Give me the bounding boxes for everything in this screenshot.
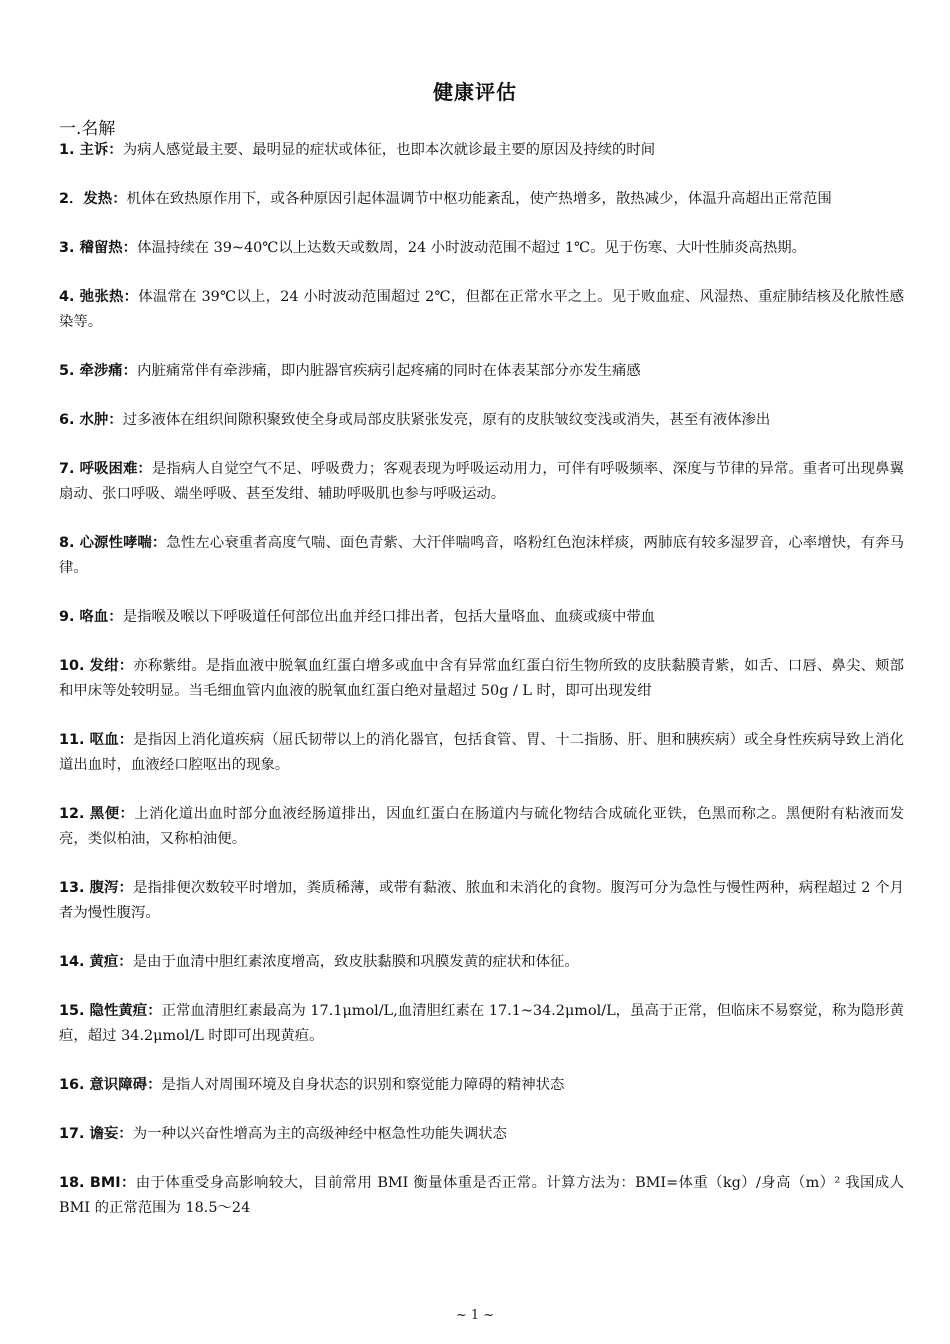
definition-text: 是指因上消化道疾病（屈氏韧带以上的消化器官，包括食管、胃、十二指肠、肝、胆和胰疾病）或全身性疾病导致上消化道出血时，血液经口腔呕出的现象。 (59, 732, 904, 773)
definition-text: 是指病人自觉空气不足、呼吸费力；客观表现为呼吸运动用力，可伴有呼吸频率、深度与节律的异常。重者可出现鼻翼扇动、张口呼吸、端坐呼吸、甚至发绀、辅助呼吸肌也参与呼吸运动。 (59, 461, 904, 502)
definition-item: 13. 腹泻：是指排便次数较平时增加，粪质稀薄，或带有黏液、脓血和未消化的食物。腹泻可分为急性与慢性两种，病程超过 2 个月者为慢性腹泻。 (59, 880, 904, 921)
definition-term: 7. 呼吸困难 (59, 461, 138, 477)
definition-text: 急性左心衰重者高度气喘、面色青紫、大汗伴喘鸣音，咯粉红色泡沫样痰，两肺底有较多湿罗音，心率增快，有奔马律。 (59, 535, 904, 576)
definition-term: 15. 隐性黄疸 (59, 1003, 148, 1019)
definition-item: 1. 主诉：为病人感觉最主要、最明显的症状或体征，也即本次就诊最主要的原因及持续的时间 (59, 142, 656, 158)
definition-text: 是指人对周围环境及自身状态的识别和察觉能力障碍的精神状态 (161, 1077, 565, 1093)
definition-item: 7. 呼吸困难：是指病人自觉空气不足、呼吸费力；客观表现为呼吸运动用力，可伴有呼吸频率、深度与节律的异常。重者可出现鼻翼扇动、张口呼吸、端坐呼吸、甚至发绀、辅助呼吸肌也参与呼吸运动。 (59, 461, 904, 502)
definition-text: 机体在致热原作用下，或各种原因引起体温调节中枢功能紊乱，使产热增多，散热减少，体温升高超出正常范围 (126, 191, 832, 207)
definition-text: 亦称紫绀。是指血液中脱氧血红蛋白增多或血中含有异常血红蛋白衍生物所致的皮肤黏膜青紫，如舌、口唇、鼻尖、颊部和甲床等处较明显。当毛细血管内血液的脱氧血红蛋白绝对量超过 50g / L 时，即可出现发绀 (59, 658, 904, 699)
definition-term: 18. BMI (59, 1175, 121, 1191)
definition-item: 2．发热：机体在致热原作用下，或各种原因引起体温调节中枢功能紊乱，使产热增多，散热减少，体温升高超出正常范围 (59, 191, 832, 207)
definition-term: 9. 咯血 (59, 609, 109, 625)
page-title: 健康评估 (433, 80, 517, 104)
definition-term: 2．发热 (59, 191, 113, 207)
definition-term: 10. 发绀 (59, 658, 119, 674)
definition-term: 3. 稽留热 (59, 240, 123, 256)
definition-item: 12. 黑便：上消化道出血时部分血液经肠道排出，因血红蛋白在肠道内与硫化物结合成硫化亚铁，色黑而称之。黑便附有粘液而发亮，类似柏油，又称柏油便。 (59, 806, 904, 847)
page-number: ~ 1 ~ (455, 1308, 495, 1323)
definition-item: 6. 水肿：过多液体在组织间隙积聚致使全身或局部皮肤紧张发亮，原有的皮肤皱纹变浅或消失，甚至有液体渗出 (59, 412, 771, 428)
definition-item: 15. 隐性黄疸：正常血清胆红素最高为 17.1μmol/L,血清胆红素在 17.1~34.2μmol/L，虽高于正常，但临床不易察觉，称为隐形黄疸，超过 34.2μmol/L 时即可出现黄疸。 (59, 1003, 904, 1044)
definition-text: 为病人感觉最主要、最明显的症状或体征，也即本次就诊最主要的原因及持续的时间 (122, 142, 656, 158)
section-heading: 一.名解 (59, 119, 116, 139)
definition-term: 4. 弛张热 (59, 289, 124, 305)
definition-text: 上消化道出血时部分血液经肠道排出，因血红蛋白在肠道内与硫化物结合成硫化亚铁，色黑而称之。黑便附有粘液而发亮，类似柏油，又称柏油便。 (59, 806, 904, 847)
definition-text: 是指喉及喉以下呼吸道任何部位出血并经口排出者，包括大量咯血、血痰或痰中带血 (122, 609, 656, 625)
definition-item: 3. 稽留热：体温持续在 39~40℃以上达数天或数周，24 小时波动范围不超过 1℃。见于伤寒、大叶性肺炎高热期。 (59, 240, 806, 256)
definition-item: 10. 发绀：亦称紫绀。是指血液中脱氧血红蛋白增多或血中含有异常血红蛋白衍生物所致的皮肤黏膜青紫，如舌、口唇、鼻尖、颊部和甲床等处较明显。当毛细血管内血液的脱氧血红蛋白绝对量超过 50g / L 时，即可出现发绀 (59, 658, 904, 699)
definition-term: 1. 主诉 (59, 142, 109, 158)
definition-text: 是指排便次数较平时增加，粪质稀薄，或带有黏液、脓血和未消化的食物。腹泻可分为急性与慢性两种，病程超过 2 个月者为慢性腹泻。 (59, 880, 904, 921)
definition-term: 11. 呕血 (59, 732, 119, 748)
definition-text: 过多液体在组织间隙积聚致使全身或局部皮肤紧张发亮，原有的皮肤皱纹变浅或消失，甚至有液体渗出 (122, 412, 771, 428)
definition-text: 是由于血清中胆红素浓度增高，致皮肤黏膜和巩膜发黄的症状和体征。 (132, 954, 579, 970)
definition-text: 由于体重受身高影响较大，目前常用 BMI 衡量体重是否正常。计算方法为：BMI=体重（kg）/身高（m）² 我国成人 BMI 的正常范围为 18.5～24 (59, 1175, 904, 1216)
definition-item: 16. 意识障碍：是指人对周围环境及自身状态的识别和察觉能力障碍的精神状态 (59, 1077, 565, 1093)
definition-item: 17. 谵妄：为一种以兴奋性增高为主的高级神经中枢急性功能失调状态 (59, 1126, 507, 1142)
definition-text: 体温常在 39℃以上，24 小时波动范围超过 2℃，但都在正常水平之上。见于败血症、风湿热、重症肺结核及化脓性感染等。 (59, 289, 904, 330)
definition-item: 8. 心源性哮喘：急性左心衰重者高度气喘、面色青紫、大汗伴喘鸣音，咯粉红色泡沫样痰，两肺底有较多湿罗音，心率增快，有奔马律。 (59, 535, 904, 576)
definition-text: 内脏痛常伴有牵涉痛，即内脏器官疾病引起疼痛的同时在体表某部分亦发生痛感 (137, 363, 641, 379)
definition-term: 6. 水肿 (59, 412, 109, 428)
definition-term: 12. 黑便 (59, 806, 120, 822)
definition-item: 5. 牵涉痛：内脏痛常伴有牵涉痛，即内脏器官疾病引起疼痛的同时在体表某部分亦发生痛感 (59, 363, 641, 379)
definition-item: 9. 咯血：是指喉及喉以下呼吸道任何部位出血并经口排出者，包括大量咯血、血痰或痰中带血 (59, 609, 656, 625)
definition-term: 13. 腹泻 (59, 880, 119, 896)
definition-text: 体温持续在 39~40℃以上达数天或数周，24 小时波动范围不超过 1℃。见于伤寒、大叶性肺炎高热期。 (137, 240, 806, 256)
definition-item: 4. 弛张热：体温常在 39℃以上，24 小时波动范围超过 2℃，但都在正常水平之上。见于败血症、风湿热、重症肺结核及化脓性感染等。 (59, 289, 904, 330)
definition-item: 18. BMI：由于体重受身高影响较大，目前常用 BMI 衡量体重是否正常。计算方法为：BMI=体重（kg）/身高（m）² 我国成人 BMI 的正常范围为 18.5～24 (59, 1175, 904, 1216)
definition-text: 正常血清胆红素最高为 17.1μmol/L,血清胆红素在 17.1~34.2μmol/L，虽高于正常，但临床不易察觉，称为隐形黄疸，超过 34.2μmol/L 时即可出现黄疸。 (59, 1003, 904, 1044)
definition-term: 5. 牵涉痛 (59, 363, 123, 379)
definition-item: 11. 呕血：是指因上消化道疾病（屈氏韧带以上的消化器官，包括食管、胃、十二指肠、肝、胆和胰疾病）或全身性疾病导致上消化道出血时，血液经口腔呕出的现象。 (59, 732, 904, 773)
definition-term: 8. 心源性哮喘 (59, 535, 152, 551)
definition-item: 14. 黄疸：是由于血清中胆红素浓度增高，致皮肤黏膜和巩膜发黄的症状和体征。 (59, 954, 579, 970)
definition-text: 为一种以兴奋性增高为主的高级神经中枢急性功能失调状态 (132, 1126, 507, 1142)
definition-term: 16. 意识障碍 (59, 1077, 148, 1093)
definition-term: 14. 黄疸 (59, 954, 119, 970)
definition-list (59, 138, 904, 1245)
definition-term: 17. 谵妄 (59, 1126, 119, 1142)
